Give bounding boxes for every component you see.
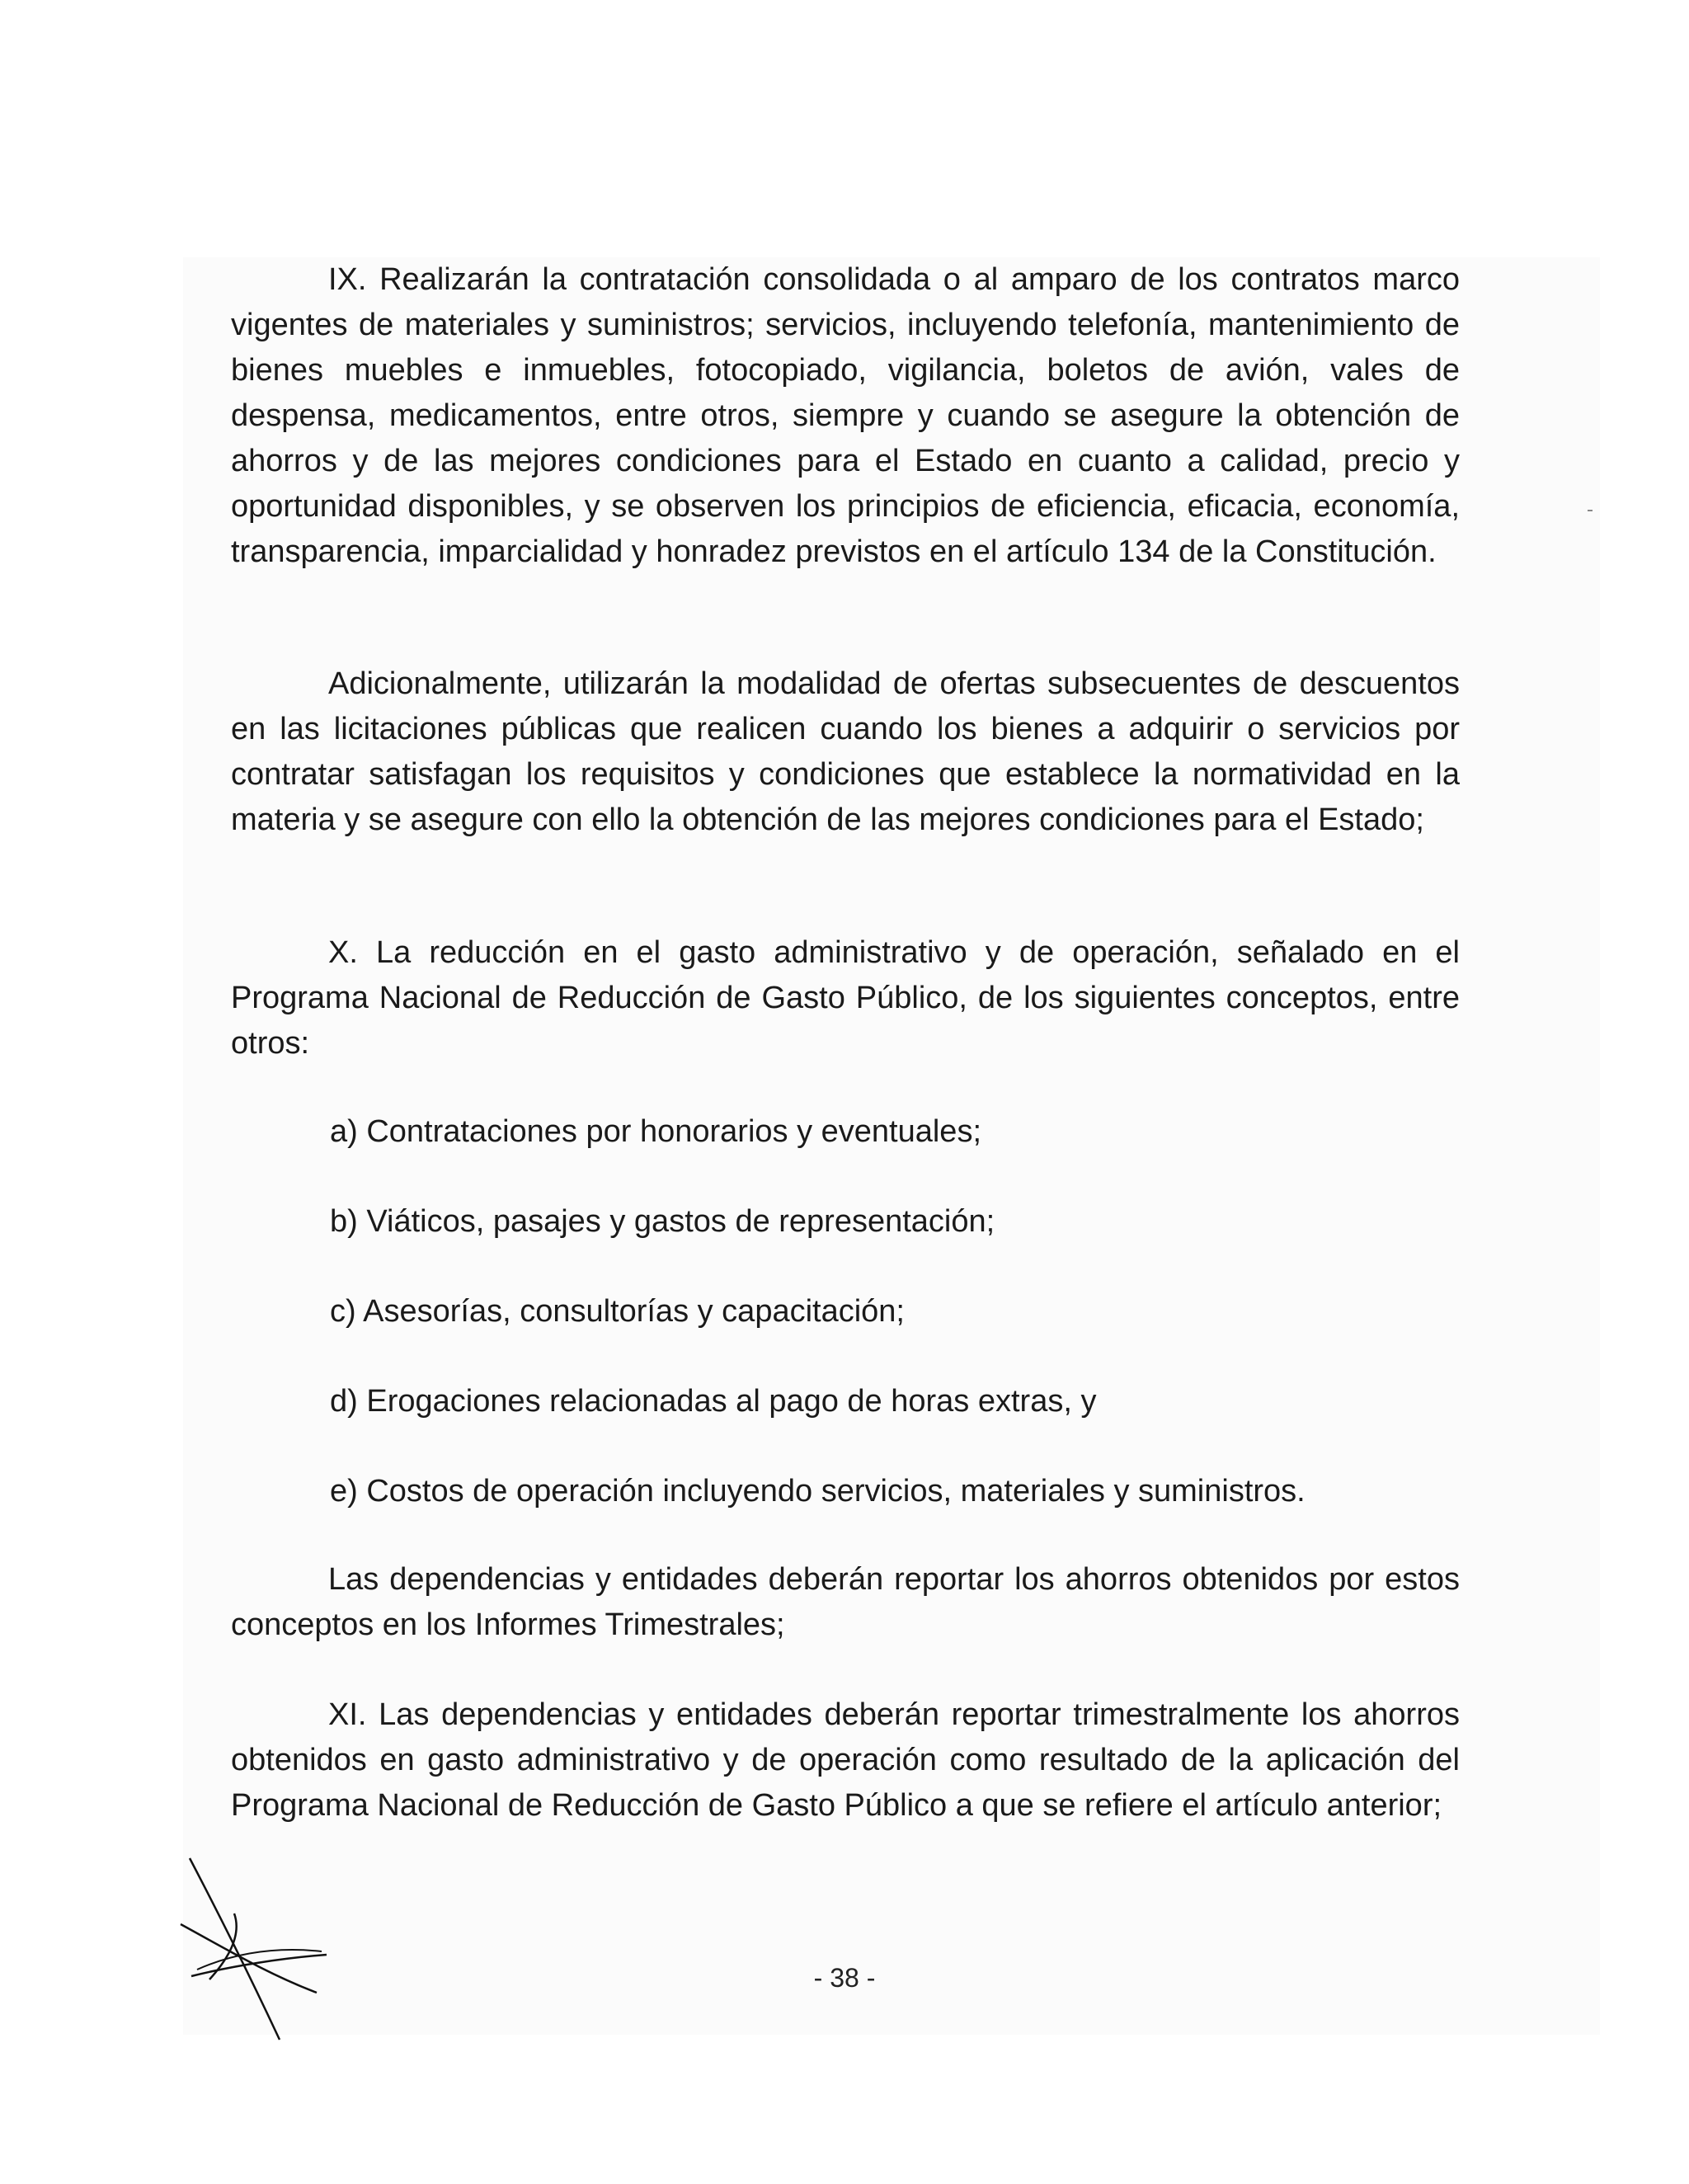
paragraph-xi: XI. Las dependencias y entidades deberán reportar trimestralmente los ahorros obtenidos en gasto administrativo y de operación como resultado de la aplicación del Programa Nacional de Reducción de Gasto Público a que se refiere el artículo anterior;: [231, 1697, 1460, 1823]
page-number: - 38 -: [813, 1963, 876, 1993]
list-item-e: e) Costos de operación incluyendo servicios, materiales y suministros.: [330, 1474, 1306, 1509]
paragraph-reportar: Las dependencias y entidades deberán reportar los ahorros obtenidos por estos conceptos en los Informes Trimestrales;: [231, 1562, 1460, 1642]
list-item-c: c) Asesorías, consultorías y capacitación;: [330, 1294, 905, 1329]
list-item-a: a) Contrataciones por honorarios y eventuales;: [330, 1114, 982, 1149]
list-item-b: b) Viáticos, pasajes y gastos de representación;: [330, 1204, 995, 1239]
list-item-d: d) Erogaciones relacionadas al pago de horas extras, y: [330, 1384, 1097, 1419]
signature-initials: [176, 1854, 341, 2044]
paragraph-adicionalmente: Adicionalmente, utilizarán la modalidad de ofertas subsecuentes de descuentos en las licitaciones públicas que realicen cuando los bienes a adquirir o servicios por contratar satisfagan los requisitos y condiciones que establece la normatividad en la materia y se asegure con ello la obtención de las mejores condiciones para el Estado;: [231, 666, 1460, 837]
paragraph-ix: IX. Realizarán la contratación consolidada o al amparo de los contratos marco vigentes de materiales y suministros; servicios, incluyendo telefonía, mantenimiento de bienes muebles e inmuebles, fotocopiado, vigilancia, boletos de avión, vales de despensa, medicamentos, entre otros, siempre y cuando se asegure la obtención de ahorros y de las mejores condiciones para el Estado en cuanto a calidad, precio y oportunidad disponibles, y se observen los principios de eficiencia, eficacia, economía, transparencia, imparcialidad y honradez previstos en el artículo 134 de la Constitución.: [231, 262, 1460, 569]
scan-speck: [1588, 510, 1593, 511]
paragraph-x: X. La reducción en el gasto administrativo y de operación, señalado en el Programa Nacional de Reducción de Gasto Público, de los siguientes conceptos, entre otros:: [231, 935, 1460, 1061]
